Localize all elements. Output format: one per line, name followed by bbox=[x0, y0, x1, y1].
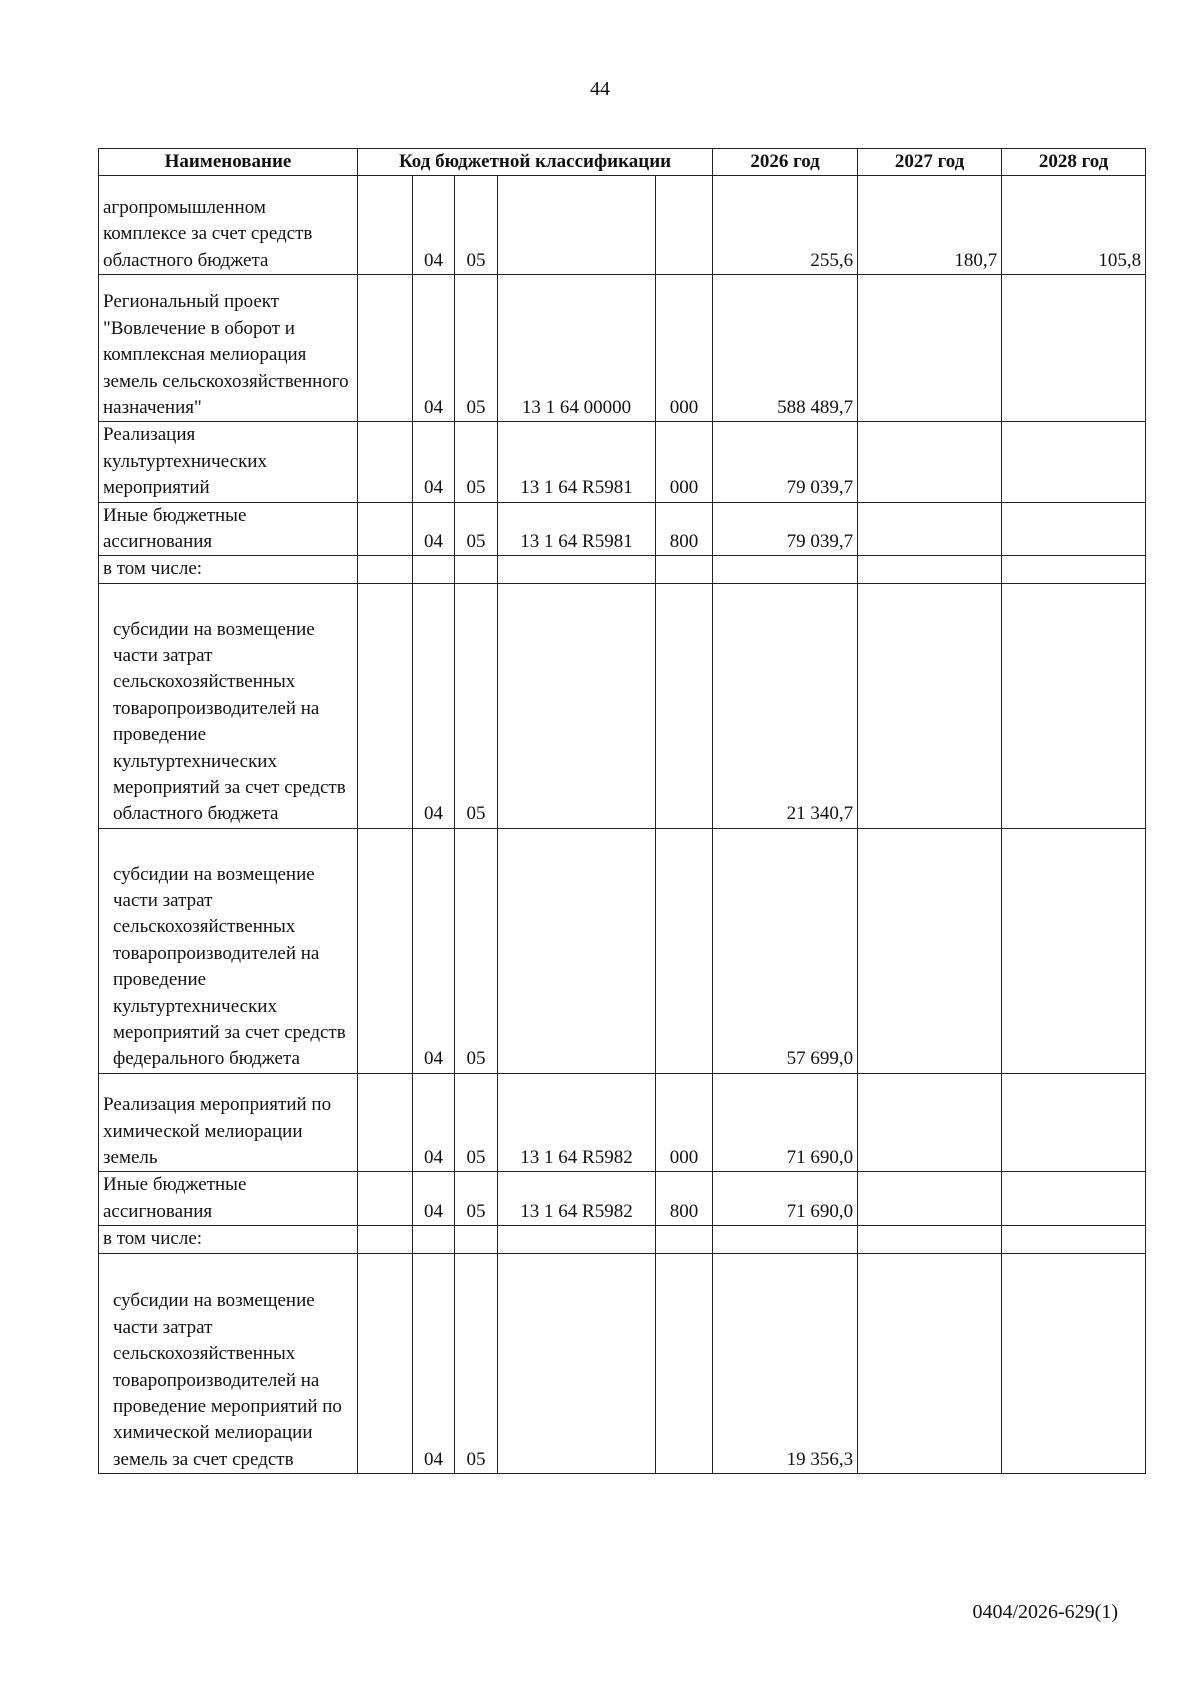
cell-expense-type: 000 bbox=[656, 1073, 713, 1172]
cell-subsection: 05 bbox=[455, 502, 498, 556]
cell-subsection: 05 bbox=[455, 275, 498, 422]
cell-2028 bbox=[1002, 1226, 1146, 1253]
cell-section bbox=[413, 556, 455, 583]
cell-ved bbox=[358, 502, 413, 556]
cell-target-article: 13 1 64 00000 bbox=[498, 275, 656, 422]
cell-subsection bbox=[455, 1226, 498, 1253]
table-row bbox=[99, 502, 1146, 556]
cell-2026: 21 340,7 bbox=[713, 583, 858, 828]
cell-2026: 57 699,0 bbox=[713, 828, 858, 1073]
cell-ved bbox=[358, 1172, 413, 1226]
cell-2028 bbox=[1002, 422, 1146, 502]
cell-subsection bbox=[455, 556, 498, 583]
cell-name: агропромышленном комплексе за счет средств областного бюджета bbox=[99, 176, 358, 275]
cell-2027 bbox=[858, 1253, 1002, 1474]
cell-ved bbox=[358, 275, 413, 422]
cell-2027 bbox=[858, 1073, 1002, 1172]
cell-ved bbox=[358, 1073, 413, 1172]
cell-2026: 79 039,7 bbox=[713, 502, 858, 556]
cell-2026: 71 690,0 bbox=[713, 1172, 858, 1226]
cell-ved bbox=[358, 1253, 413, 1474]
cell-2028 bbox=[1002, 583, 1146, 828]
cell-target-article bbox=[498, 828, 656, 1073]
cell-2027: 180,7 bbox=[858, 176, 1002, 275]
cell-section: 04 bbox=[413, 828, 455, 1073]
cell-expense-type: 000 bbox=[656, 275, 713, 422]
cell-expense-type: 800 bbox=[656, 502, 713, 556]
cell-section: 04 bbox=[413, 502, 455, 556]
cell-section bbox=[413, 1226, 455, 1253]
cell-expense-type: 800 bbox=[656, 1172, 713, 1226]
cell-2026: 71 690,0 bbox=[713, 1073, 858, 1172]
cell-name: в том числе: bbox=[99, 1226, 358, 1253]
cell-name: Реализация культуртехнических мероприятий bbox=[99, 422, 358, 502]
cell-section: 04 bbox=[413, 275, 455, 422]
cell-name: Иные бюджетные ассигнования bbox=[99, 1172, 358, 1226]
cell-2027 bbox=[858, 556, 1002, 583]
header-2028: 2028 год bbox=[1002, 149, 1146, 176]
table-row bbox=[99, 828, 1146, 1073]
cell-2026 bbox=[713, 1226, 858, 1253]
cell-target-article: 13 1 64 R5981 bbox=[498, 422, 656, 502]
document-code: 0404/2026-629(1) bbox=[972, 1601, 1118, 1623]
cell-2028: 105,8 bbox=[1002, 176, 1146, 275]
cell-ved bbox=[358, 583, 413, 828]
cell-section: 04 bbox=[413, 583, 455, 828]
header-code: Код бюджетной классификации bbox=[358, 149, 713, 176]
cell-target-article bbox=[498, 1253, 656, 1474]
cell-target-article: 13 1 64 R5982 bbox=[498, 1073, 656, 1172]
table-row bbox=[99, 556, 1146, 583]
cell-ved bbox=[358, 176, 413, 275]
cell-2026 bbox=[713, 556, 858, 583]
cell-target-article bbox=[498, 176, 656, 275]
cell-2027 bbox=[858, 1172, 1002, 1226]
cell-name: субсидии на возмещение части затрат сельскохозяйственных товаропроизводителей на проведение мероприятий по химической мелиорации земель за счет средств bbox=[99, 1253, 358, 1474]
cell-2028 bbox=[1002, 502, 1146, 556]
cell-expense-type bbox=[656, 1253, 713, 1474]
cell-2026: 255,6 bbox=[713, 176, 858, 275]
table-row bbox=[99, 1172, 1146, 1226]
table-header-row bbox=[99, 149, 1146, 176]
table-body bbox=[99, 176, 1146, 1474]
cell-target-article bbox=[498, 1226, 656, 1253]
cell-name: субсидии на возмещение части затрат сельскохозяйственных товаропроизводителей на проведение культуртехнических мероприятий за счет средств областного бюджета bbox=[99, 583, 358, 828]
table-row bbox=[99, 1226, 1146, 1253]
cell-2028 bbox=[1002, 1172, 1146, 1226]
table-row bbox=[99, 1073, 1146, 1172]
cell-2027 bbox=[858, 275, 1002, 422]
cell-2026: 79 039,7 bbox=[713, 422, 858, 502]
cell-subsection: 05 bbox=[455, 583, 498, 828]
cell-2028 bbox=[1002, 1073, 1146, 1172]
cell-name: в том числе: bbox=[99, 556, 358, 583]
cell-subsection: 05 bbox=[455, 1073, 498, 1172]
cell-2028 bbox=[1002, 275, 1146, 422]
header-2027: 2027 год bbox=[858, 149, 1002, 176]
cell-ved bbox=[358, 828, 413, 1073]
cell-name: субсидии на возмещение части затрат сельскохозяйственных товаропроизводителей на проведение культуртехнических мероприятий за счет средств федерального бюджета bbox=[99, 828, 358, 1073]
cell-ved bbox=[358, 422, 413, 502]
cell-2028 bbox=[1002, 556, 1146, 583]
cell-expense-type bbox=[656, 556, 713, 583]
page-number: 44 bbox=[590, 78, 610, 100]
table-row bbox=[99, 1253, 1146, 1474]
cell-2027 bbox=[858, 502, 1002, 556]
cell-2027 bbox=[858, 828, 1002, 1073]
table-row bbox=[99, 176, 1146, 275]
cell-section: 04 bbox=[413, 176, 455, 275]
cell-name: Региональный проект "Вовлечение в оборот и комплексная мелиорация земель сельскохозяйственного назначения" bbox=[99, 275, 358, 422]
cell-expense-type: 000 bbox=[656, 422, 713, 502]
cell-subsection: 05 bbox=[455, 176, 498, 275]
cell-2026: 19 356,3 bbox=[713, 1253, 858, 1474]
cell-section: 04 bbox=[413, 1253, 455, 1474]
cell-name: Иные бюджетные ассигнования bbox=[99, 502, 358, 556]
budget-table bbox=[98, 148, 1146, 1474]
cell-subsection: 05 bbox=[455, 828, 498, 1073]
cell-2027 bbox=[858, 583, 1002, 828]
table-row bbox=[99, 422, 1146, 502]
cell-2027 bbox=[858, 422, 1002, 502]
cell-ved bbox=[358, 1226, 413, 1253]
cell-section: 04 bbox=[413, 422, 455, 502]
cell-target-article: 13 1 64 R5982 bbox=[498, 1172, 656, 1226]
table-row bbox=[99, 583, 1146, 828]
cell-target-article bbox=[498, 556, 656, 583]
cell-subsection: 05 bbox=[455, 422, 498, 502]
cell-2027 bbox=[858, 1226, 1002, 1253]
cell-section: 04 bbox=[413, 1073, 455, 1172]
cell-2028 bbox=[1002, 1253, 1146, 1474]
cell-subsection: 05 bbox=[455, 1172, 498, 1226]
cell-2028 bbox=[1002, 828, 1146, 1073]
cell-name: Реализация мероприятий по химической мелиорации земель bbox=[99, 1073, 358, 1172]
cell-subsection: 05 bbox=[455, 1253, 498, 1474]
cell-ved bbox=[358, 556, 413, 583]
cell-expense-type bbox=[656, 583, 713, 828]
cell-expense-type bbox=[656, 828, 713, 1073]
cell-target-article bbox=[498, 583, 656, 828]
cell-2026: 588 489,7 bbox=[713, 275, 858, 422]
cell-target-article: 13 1 64 R5981 bbox=[498, 502, 656, 556]
cell-section: 04 bbox=[413, 1172, 455, 1226]
header-2026: 2026 год bbox=[713, 149, 858, 176]
header-name: Наименование bbox=[99, 149, 358, 176]
cell-expense-type bbox=[656, 1226, 713, 1253]
cell-expense-type bbox=[656, 176, 713, 275]
table-row bbox=[99, 275, 1146, 422]
